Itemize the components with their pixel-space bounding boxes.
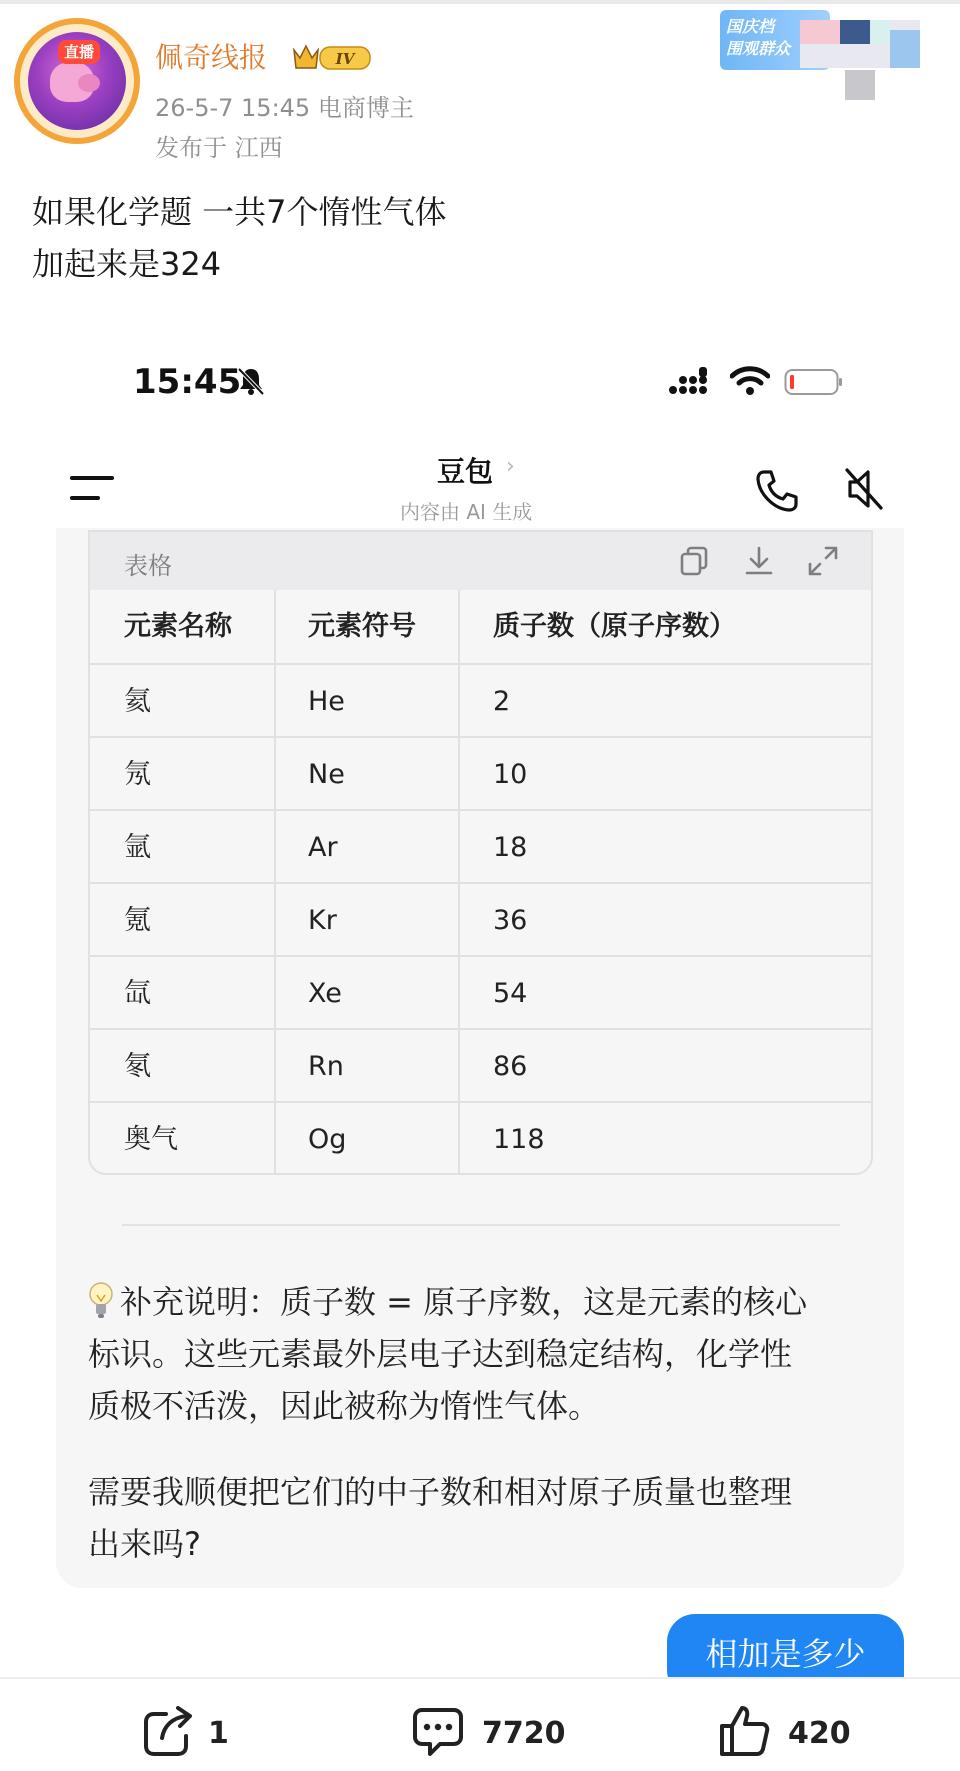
- comment-icon: [410, 1702, 466, 1758]
- section-divider: [122, 1224, 840, 1226]
- wifi-icon: [730, 364, 770, 396]
- proton-count-cell: 18: [493, 832, 528, 863]
- supplementary-note: [88, 1276, 868, 1432]
- table-header-row: [90, 590, 871, 663]
- post-text-line: 如果化学题 一共7个惰性气体: [32, 193, 447, 231]
- table-header-cell: 元素符号: [308, 611, 416, 642]
- table-row: [90, 882, 871, 955]
- element-symbol-cell: Rn: [308, 1051, 344, 1082]
- question-line: 需要我顺便把它们的中子数和相对原子质量也整理: [88, 1473, 793, 1511]
- note-line: [88, 1276, 868, 1328]
- element-symbol-cell: He: [308, 686, 345, 717]
- speaker-mute-icon[interactable]: [844, 466, 884, 512]
- element-name-cell: 氖: [124, 759, 151, 790]
- element-symbol-cell: Og: [308, 1124, 347, 1155]
- table-toolbar: [90, 532, 871, 590]
- share-icon: [140, 1702, 196, 1758]
- element-name-cell: 氦: [124, 686, 151, 717]
- author-name[interactable]: 佩奇线报: [155, 41, 268, 74]
- element-symbol-cell: Ar: [308, 832, 338, 863]
- share-button[interactable]: [140, 1702, 260, 1758]
- avatar-nose: [78, 74, 100, 92]
- vip-level-badge: [290, 42, 374, 72]
- data-table: [88, 530, 873, 1175]
- proton-count-cell: 2: [493, 686, 511, 717]
- post-location: 发布于 江西: [155, 134, 283, 162]
- follow-up-question: [88, 1466, 868, 1570]
- table-header-cell: 质子数（原子序数）: [493, 611, 736, 642]
- table-row: [90, 809, 871, 882]
- post-meta: 26-5-7 15:45 电商博主: [155, 94, 414, 122]
- battery-icon: [784, 368, 844, 396]
- post-text-line: 加起来是324: [32, 245, 222, 283]
- note-text: 补充说明：质子数 = 原子序数，这是元素的核心: [120, 1283, 808, 1321]
- element-symbol-cell: Xe: [308, 978, 342, 1009]
- chevron-right-icon: ›: [506, 454, 515, 479]
- like-count: 420: [788, 1716, 851, 1751]
- download-icon[interactable]: [742, 544, 776, 578]
- proton-count-cell: 10: [493, 759, 528, 790]
- lightbulb-icon: [88, 1281, 114, 1321]
- note-line: 标识。这些元素最外层电子达到稳定结构，化学性: [88, 1335, 793, 1373]
- element-name-cell: 奥气: [124, 1124, 178, 1155]
- top-divider: [0, 0, 960, 4]
- blurred-decoration: [800, 20, 920, 68]
- table-row: [90, 736, 871, 809]
- table-row: [90, 1028, 871, 1101]
- post-text: [32, 186, 447, 290]
- menu-icon[interactable]: [70, 474, 114, 502]
- table-header-cell: 元素名称: [124, 611, 232, 642]
- app-title[interactable]: 豆包: [437, 455, 494, 488]
- blurred-decoration-2: [845, 70, 875, 100]
- signal-icon: [668, 366, 714, 396]
- element-name-cell: 氩: [124, 832, 151, 863]
- holiday-banner-text: 国庆档 围观群众: [726, 17, 791, 58]
- table-row: [90, 955, 871, 1028]
- question-line: 出来吗?: [88, 1525, 201, 1563]
- ai-disclaimer: 内容由 AI 生成: [400, 500, 533, 524]
- element-symbol-cell: Ne: [308, 759, 345, 790]
- share-count: 1: [208, 1716, 229, 1751]
- proton-count-cell: 86: [493, 1051, 528, 1082]
- proton-count-cell: 54: [493, 978, 528, 1009]
- note-line: 质极不活泼，因此被称为惰性气体。: [88, 1387, 601, 1425]
- live-badge: 直播: [58, 40, 100, 64]
- thumbs-up-icon: [716, 1702, 772, 1758]
- proton-count-cell: 118: [493, 1124, 545, 1155]
- proton-count-cell: 36: [493, 905, 528, 936]
- like-button[interactable]: [716, 1702, 866, 1758]
- element-name-cell: 氙: [124, 978, 151, 1009]
- user-message-bubble: 相加是多少: [667, 1614, 904, 1698]
- phone-call-icon[interactable]: [754, 468, 800, 514]
- table-toolbar-label: 表格: [124, 552, 172, 580]
- table-row: [90, 663, 871, 736]
- avatar[interactable]: [14, 18, 140, 144]
- vip-level-text: IV: [335, 50, 355, 68]
- silent-bell-icon: [236, 366, 266, 396]
- element-name-cell: 氪: [124, 905, 151, 936]
- phone-status-time: 15:45: [133, 362, 242, 402]
- comment-button[interactable]: [410, 1702, 566, 1758]
- expand-icon[interactable]: [806, 544, 840, 578]
- element-symbol-cell: Kr: [308, 905, 337, 936]
- copy-icon[interactable]: [678, 544, 712, 578]
- element-name-cell: 氡: [124, 1051, 151, 1082]
- comment-count: 7720: [482, 1716, 566, 1751]
- table-row: [90, 1101, 871, 1174]
